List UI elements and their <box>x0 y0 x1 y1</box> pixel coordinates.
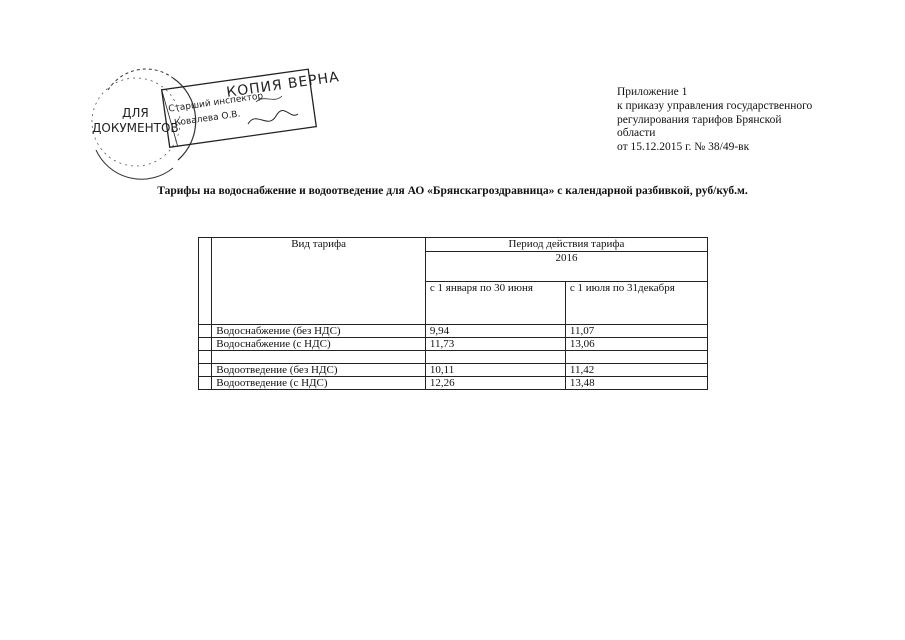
table-header-row <box>199 238 708 252</box>
tariff-value-period-2: 13,48 <box>565 377 707 390</box>
tariff-value-period-2: 13,06 <box>565 338 707 351</box>
stamp-rect-line-3: Ковалева О.В. <box>173 109 242 129</box>
tariff-value-period-1: 9,94 <box>425 325 565 338</box>
stamp-rect-line-1: КОПИЯ ВЕРНА <box>225 69 341 101</box>
document-title: Тарифы на водоснабжение и водоотведение для АО «Брянскагроздравница» с календарной разбивкой, руб/куб.м. <box>157 185 748 197</box>
blank-cell <box>425 351 565 364</box>
blank-cell <box>199 238 212 325</box>
tariff-value-period-1: 12,26 <box>425 377 565 390</box>
header-tariff-type: Вид тарифа <box>212 238 426 325</box>
stamp <box>78 60 341 180</box>
stamp-round-line-2: ДОКУМЕНТОВ <box>92 121 179 135</box>
blank-cell <box>199 364 212 377</box>
tariff-value-period-1: 10,11 <box>425 364 565 377</box>
appendix-line-5: от 15.12.2015 г. № 38/49-вк <box>617 141 750 154</box>
header-period: Период действия тарифа <box>425 238 707 252</box>
table-row <box>199 325 708 338</box>
header-period-2: с 1 июля по 31декабря <box>565 282 707 325</box>
header-period-1: с 1 января по 30 июня <box>425 282 565 325</box>
tariff-table <box>198 237 708 390</box>
tariff-name: Водоотведение (с НДС) <box>212 377 426 390</box>
appendix-line-2: к приказу управления государственного <box>617 99 813 112</box>
blank-cell <box>199 325 212 338</box>
blank-cell <box>199 338 212 351</box>
appendix-line-4: области <box>617 127 656 140</box>
table-row <box>199 338 708 351</box>
appendix-line-3: регулирования тарифов Брянской <box>617 113 782 126</box>
blank-cell <box>199 351 212 364</box>
blank-cell <box>565 351 707 364</box>
table-row <box>199 364 708 377</box>
tariff-value-period-2: 11,42 <box>565 364 707 377</box>
tariff-name: Водоснабжение (без НДС) <box>212 325 426 338</box>
appendix-line-1: Приложение 1 <box>617 86 688 98</box>
tariff-value-period-1: 11,73 <box>425 338 565 351</box>
appendix-header <box>617 86 857 155</box>
table-spacer-row <box>199 351 708 364</box>
tariff-value-period-2: 11,07 <box>565 325 707 338</box>
tariff-name: Водоснабжение (с НДС) <box>212 338 426 351</box>
tariff-name: Водоотведение (без НДС) <box>212 364 426 377</box>
blank-cell <box>212 351 426 364</box>
blank-cell <box>199 377 212 390</box>
stamp-rect-line-2: Старший инспектор <box>167 91 264 115</box>
header-year: 2016 <box>425 251 707 281</box>
table-row <box>199 377 708 390</box>
stamp-round-line-1: ДЛЯ <box>122 106 149 120</box>
